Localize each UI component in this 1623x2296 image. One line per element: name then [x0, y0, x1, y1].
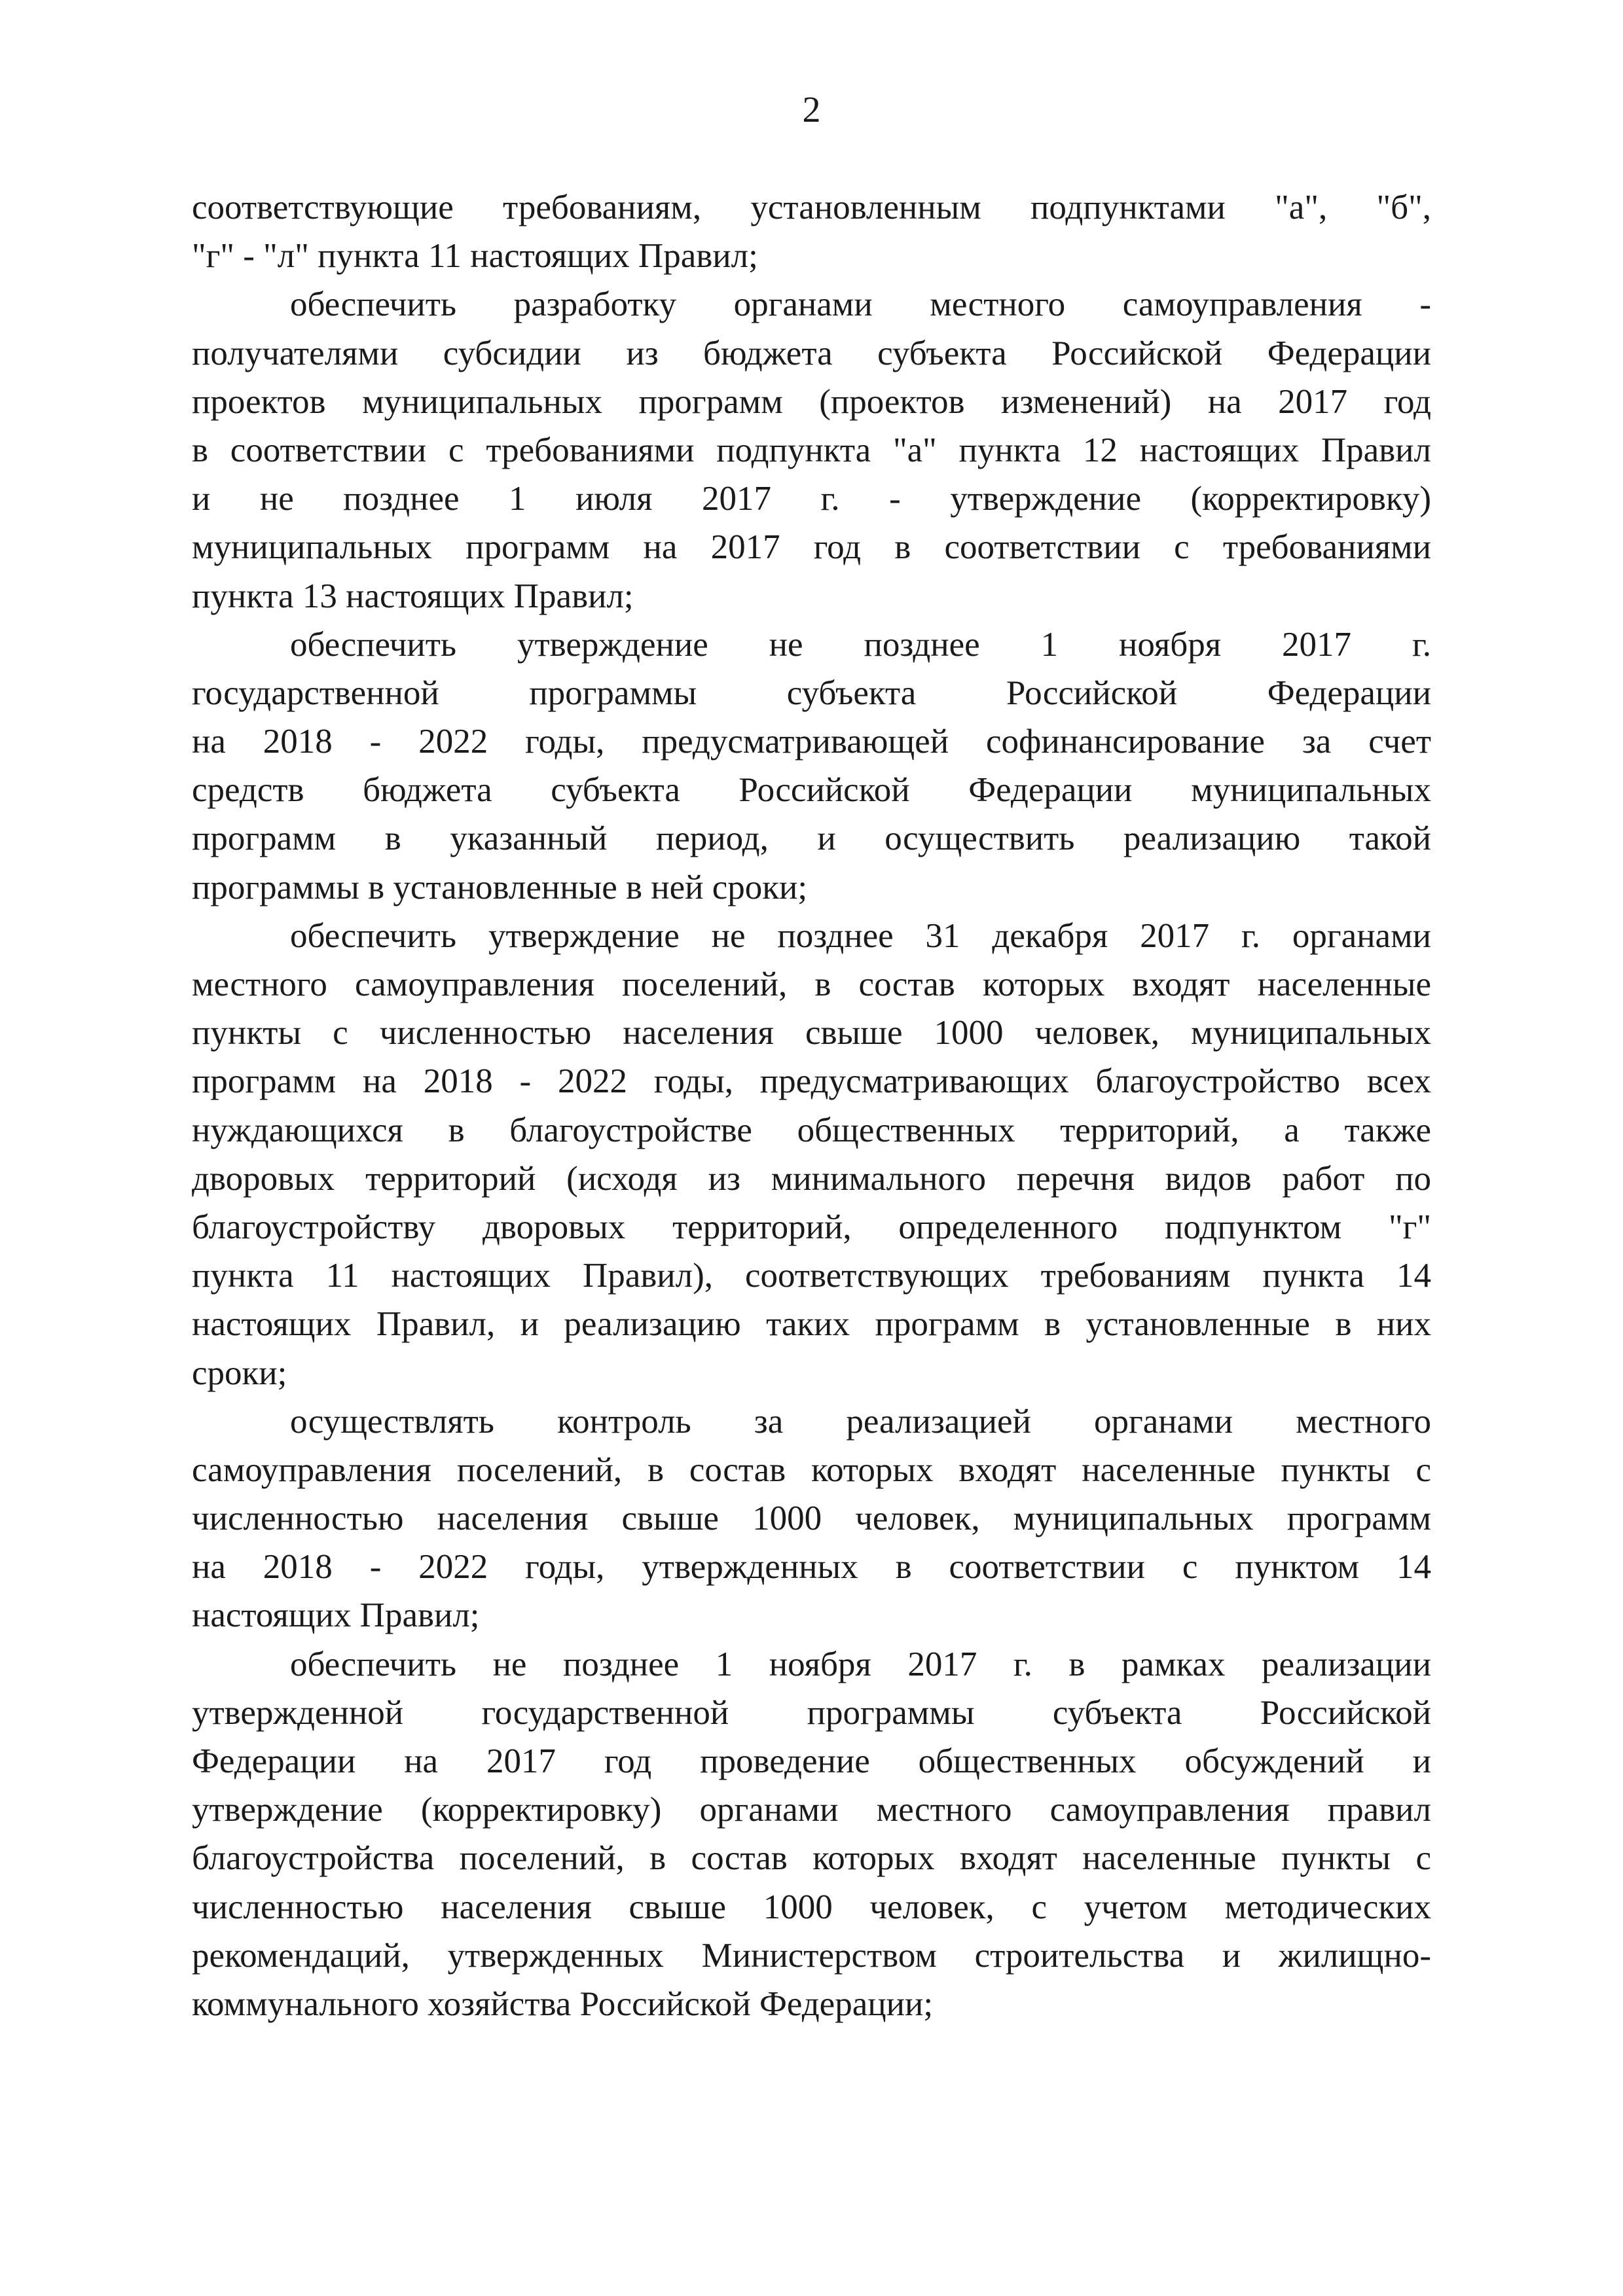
- text-line: государственной программы субъекта Российской Федерации: [192, 673, 1431, 712]
- text-line: обеспечить не позднее 1 ноября 2017 г. в рамках реализации: [290, 1645, 1431, 1683]
- text-line: муниципальных программ на 2017 год в соответствии с требованиями: [192, 528, 1431, 567]
- text-line: рекомендаций, утвержденных Министерством строительства и жилищно-: [192, 1936, 1431, 1975]
- text-line: пункта 11 настоящих Правил), соответствующих требованиям пункта 14: [192, 1257, 1431, 1295]
- text-line: на 2018 - 2022 годы, утвержденных в соответствии с пунктом 14: [192, 1548, 1431, 1587]
- text-line: средств бюджета субъекта Российской Федерации муниципальных: [192, 771, 1431, 810]
- text-line: благоустройства поселений, в состав которых входят населенные пункты с: [192, 1839, 1431, 1878]
- text-line: настоящих Правил;: [192, 1596, 480, 1635]
- document-body: [192, 183, 1431, 2028]
- text-line: коммунального хозяйства Российской Федерации;: [192, 1984, 934, 2023]
- text-line: обеспечить утверждение не позднее 31 декабря 2017 г. органами: [290, 916, 1431, 955]
- text-line: программ на 2018 - 2022 годы, предусматривающих благоустройство всех: [192, 1062, 1431, 1101]
- text-line: и не позднее 1 июля 2017 г. - утверждение (корректировку): [192, 480, 1431, 518]
- text-line: пункта 13 настоящих Правил;: [192, 577, 634, 615]
- text-line: численностью населения свыше 1000 человек, муниципальных программ: [192, 1499, 1431, 1538]
- text-line: осуществлять контроль за реализацией органами местного: [290, 1402, 1431, 1441]
- text-line: обеспечить утверждение не позднее 1 ноября 2017 г.: [290, 625, 1431, 664]
- text-line: соответствующие требованиям, установленным подпунктами "а", "б",: [192, 188, 1431, 226]
- text-line: проектов муниципальных программ (проектов изменений) на 2017 год: [192, 382, 1431, 421]
- text-line: благоустройству дворовых территорий, определенного подпунктом "г": [192, 1208, 1431, 1246]
- text-line: пункты с численностью населения свыше 1000 человек, муниципальных: [192, 1014, 1431, 1052]
- text-line: Федерации на 2017 год проведение общественных обсуждений и: [192, 1742, 1431, 1780]
- text-line: самоуправления поселений, в состав которых входят населенные пункты с: [192, 1450, 1431, 1489]
- text-line: "г" - "л" пункта 11 настоящих Правил;: [192, 237, 758, 276]
- text-line: утверждение (корректировку) органами местного самоуправления правил: [192, 1791, 1431, 1829]
- text-line: программ в указанный период, и осуществить реализацию такой: [192, 819, 1431, 858]
- text-line: получателями субсидии из бюджета субъекта Российской Федерации: [192, 334, 1431, 372]
- text-line: настоящих Правил, и реализацию таких программ в установленные в них: [192, 1305, 1431, 1344]
- text-line: на 2018 - 2022 годы, предусматривающей софинансирование за счет: [192, 723, 1431, 761]
- text-line: программы в установленные в ней сроки;: [192, 868, 808, 906]
- text-line: обеспечить разработку органами местного самоуправления -: [290, 285, 1431, 324]
- text-line: местного самоуправления поселений, в состав которых входят населенные: [192, 965, 1431, 1003]
- text-line: сроки;: [192, 1354, 287, 1392]
- text-line: дворовых территорий (исходя из минимального перечня видов работ по: [192, 1159, 1431, 1198]
- text-line: утвержденной государственной программы субъекта Российской: [192, 1693, 1431, 1732]
- text-line: нуждающихся в благоустройстве общественных территорий, а также: [192, 1111, 1431, 1149]
- text-line: численностью населения свыше 1000 человек, с учетом методических: [192, 1888, 1431, 1926]
- page-number: 2: [802, 90, 821, 130]
- text-line: в соответствии с требованиями подпункта "а" пункта 12 настоящих Правил: [192, 431, 1431, 469]
